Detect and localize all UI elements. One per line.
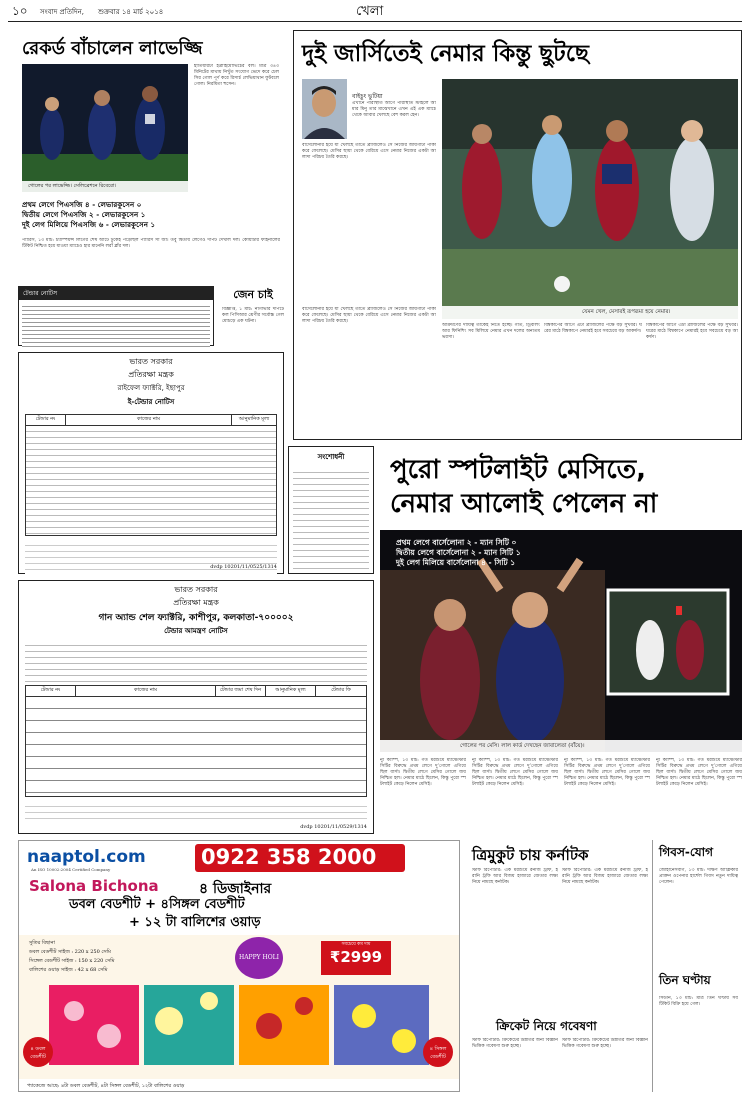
ad-right-badge: ৪ সিঙ্গল বেডশীট — [423, 1037, 453, 1067]
side2-headline: তিন ঘণ্টায় — [659, 973, 711, 987]
ad-feature-2: ডবল বেডশীট সাইজ : 220 x 250 সেমি — [29, 949, 111, 955]
messi-body-2: ন্যু ক্যাম্প, ১৩ মার্চ: গত মরশুমে ম্যাঞ্চেস্টার সিটির বিরুদ্ধে প্রথম লেগে দু’গোলে এগিয়ে ছিল বার্সা। দ্বিতীয় লেগে মেসির গোলে জয় নিশ্চিত হল। নেমার মাঠে ছিলেন, কিন্তু পুরো স্পটলাইট কেড়ে নিলেন মেসিই। — [472, 758, 558, 787]
gov1-table-header — [25, 414, 277, 426]
tender-notice-1 — [18, 286, 214, 346]
gov-tender-rifle-factory — [18, 352, 284, 574]
ad-feature-3: সিঙ্গেল বেডশীট সাইজ : 150 x 220 সেমি — [29, 958, 115, 964]
research-body-1: স্টাফ রিপোর্টার: ক্রিকেটের উন্নতির জন্য বিজ্ঞানভিত্তিক গবেষণা শুরু হচ্ছে। — [472, 1038, 558, 1049]
research-body-2: স্টাফ রিপোর্টার: ক্রিকেটের উন্নতির জন্য বিজ্ঞানভিত্তিক গবেষণা শুরু হচ্ছে। — [562, 1038, 648, 1049]
neymar-photo-caption: যেমন খেল, মেসারই রূপরূম্য হয়ে নেমার। — [442, 306, 738, 319]
ad-price-label: সবচেয়ে কম দাম — [341, 942, 371, 947]
messi-headline-1: পুরো স্পটলাইট মেসিতে, — [390, 455, 647, 485]
wanted-body: বিজ্ঞপ্তি, ১ মার্চ: নাগাভার দাপটে কল পিসিআর শ্রেণীর সর্বোচ্চ গেল মোচড়ে এক ঘটনা। — [222, 307, 284, 324]
gov2-col-fee: টেন্ডার ফি — [331, 687, 351, 693]
ad-header — [19, 841, 460, 875]
gov2-title-1: ভারত সরকার — [174, 585, 218, 594]
story-karnataka — [466, 840, 648, 1092]
paper-name: সংবাদ প্রতিদিন, — [40, 8, 85, 16]
gov2-col-cost: আনুমানিক মূল্য — [266, 686, 316, 696]
psg-body-text: প্যারিস, ১৩ মার্চ: চ্যাম্পিয়ন্স লিগের শেষ আটে ঢুকেই পড়েছিল প্যারিস সাঁ জাঁ। তবু দ্বিতীয় লেগেও দাপট দেখাল দল। কোয়ার্টার ফাইনালের টিকিট নিশ্চিত হয়ে যাওয়া ম্যাচেও হার মানেনি লরাঁ ব্লাঁর দল। — [22, 238, 280, 249]
ad-left-badge: ৪ ডবল বেডশীট — [23, 1037, 53, 1067]
story-neymar-headline: দুই জার্সিতেই নেমার কিন্তু ছুটছে — [302, 41, 589, 67]
neymar-body-3: আক্রমণের দায়িত্ব তাকেই নিতে হচ্ছে। গতি, ড্রিবলিং আর ফিনিশিং সব মিলিয়ে নেমার এখন দলের অন্যতম ভরসা। — [442, 323, 540, 340]
ad-title-band — [19, 875, 460, 935]
psg-players-image — [22, 64, 188, 192]
psg-scoreline — [22, 200, 194, 230]
amendment-body — [293, 467, 369, 571]
gov2-title-3: গান অ্যান্ড শেল ফ্যাক্টরি, কাশীপুর, কলকাতা-৭০০০০২ — [98, 613, 294, 623]
messi-score-3: দুই লেগ মিলিয়ে বার্সেলোনা ৪ - সিটি ১ — [396, 558, 516, 567]
karnataka-body-2: স্টাফ রিপোর্টার: এক মরশুমে রনজি ট্রফি, ইরানি ট্রফি আর বিজয় হাজারে জেতার লক্ষ্য নিয়ে নামছে কর্নাটক। — [562, 868, 648, 885]
research-headline: ক্রিকেট নিয়ে গবেষণা — [496, 1019, 597, 1033]
messi-score-2: দ্বিতীয় লেগে বার্সেলোনা ২ - ম্যান সিটি ১ — [396, 548, 521, 557]
neymar-body-6: বিশ্বকাপের আগে এটা ব্রাজিলের পক্ষে বড় সুখবর। ঘরের মাঠে বিশ্বকাপে নেমারই হবে সবচেয়ে বড় আকর্ষণ। — [646, 323, 738, 340]
amendment-notice — [288, 446, 374, 574]
columnist-photo-image — [302, 79, 347, 139]
tender-notice-1-table — [22, 303, 210, 347]
story-psg-headline: রেকর্ড বাঁচালেন লাভেজ্জি — [22, 38, 203, 59]
neymar-body-2: বার্সেলোনার হয়ে যা খেলছে তাতে ব্রাজিলেও সে নিজের জায়গাটা পাকা করে ফেলেছে। মেসির ছায়া থেকে বেরিয়ে এসে নেমার নিজের একটা আলাদা পরিচয় তৈরি করছে। — [302, 143, 436, 160]
naaptol-ad[interactable] — [18, 840, 460, 1092]
gov1-col-name: কাজের নাম — [66, 415, 232, 425]
gov1-title-1: ভারত সরকার — [129, 357, 173, 366]
gov2-col-name: কাজের নাম — [76, 686, 216, 696]
gov2-ref: dvdp 10201/11/0529/1314 — [300, 824, 367, 830]
gov2-subtitle: টেন্ডার আমন্ত্রণ নোটিস — [164, 627, 228, 635]
messi-body-1: ন্যু ক্যাম্প, ১৩ মার্চ: গত মরশুমে ম্যাঞ্চেস্টার সিটির বিরুদ্ধে প্রথম লেগে দু’গোলে এগিয়ে ছিল বার্সা। দ্বিতীয় লেগে মেসির গোলে জয় নিশ্চিত হল। নেমার মাঠে ছিলেন, কিন্তু পুরো স্পটলাইট কেড়ে নিলেন মেসিই। — [380, 758, 466, 787]
gov1-title-3: রাইফেল ফ্যাক্টরি, ইছাপুর — [117, 384, 185, 392]
messi-photo-caption: গোলের পর মেসি। লাল কার্ড দেখছেন জাবালেতা (বাঁয়ে)। — [380, 740, 742, 752]
ad-holi-badge: HAPPY HOLI — [235, 937, 283, 979]
gov1-table-body — [25, 426, 277, 536]
neymar-body-1: এখানে পরিস্থিতি আগে পরিস্থিতি স্টাইলে আমার মিনু তার মাঝেখানে এখন এই এক ম্যাচে থেকে আবার খেলছে বেশ করল হেন। — [352, 101, 436, 118]
ad-price: ₹2999 — [329, 948, 383, 966]
psg-score-2: দ্বিতীয় লেগে পিএসজি ২ - লেভারকুসেন ১ — [22, 210, 146, 219]
page-number: ১০ — [12, 4, 28, 18]
tender-notice-1-title: টেন্ডার নোটিস — [19, 287, 213, 300]
wanted-title: জেন চাই — [233, 288, 273, 301]
amendment-title: সংশোধনী — [317, 453, 345, 461]
neymar-photo — [442, 79, 738, 319]
messi-score-1: প্রথম লেগে বার্সেলোনা ২ - ম্যান সিটি ০ — [396, 538, 517, 547]
ad-phone[interactable]: 0922 358 2000 — [201, 845, 377, 869]
side-briefs — [652, 840, 742, 1092]
neymar-action-image — [442, 79, 738, 319]
psg-photo — [22, 64, 188, 192]
ad-tagline: An ISO 10002:2004 Certified Company — [31, 867, 111, 872]
ad-headline: ৪ ডিজাইনার — [199, 881, 272, 897]
ad-product: Salona Bichona — [29, 877, 159, 895]
messi-scoreline — [396, 538, 521, 568]
ad-price-box[interactable] — [321, 941, 391, 975]
gov2-table-body — [25, 697, 367, 797]
issue-date: শুক্রবার ১৪ মার্চ ২০১৪ — [98, 8, 164, 16]
story-neymar — [293, 30, 742, 440]
ad-feature-1: সুতির বিছানা — [29, 940, 55, 946]
gov2-title-2: প্রতিরক্ষা মন্ত্রক — [173, 598, 219, 607]
psg-score-3: দুই লেগ মিলিয়ে পিএসজি ৬ - লেভারকুসেন ১ — [22, 220, 156, 229]
psg-intro-text: হাতিয়ারটা ইব্রাহিমোভিচের বল। মাত্র ৩৪৩ মিনিটের মাথায় নিখুঁত সংযোগ ভেদে করে চেলসির গোল পূর্ণ করে রিসার্চ লেভিয়াথান ফুটবলে গোল। নিরমিতা হুসেন। — [194, 64, 279, 87]
story-psg — [8, 28, 283, 283]
gov2-footer-text — [25, 801, 367, 823]
messi-headline-2: নেমার আলোই পেলেন না — [390, 489, 658, 519]
ad-feature-4: বালিশের ওয়াড় সাইজ : 42 x 68 সেমি — [29, 967, 108, 973]
psg-photo-caption: গোলের পর লাভেজ্জি। সেলিব্রেশনে রিবেরো। — [22, 181, 188, 192]
ad-line2: ডবল বেডশীট + ৪সিঙ্গল বেডশীট — [69, 897, 245, 912]
gov2-intro-text — [25, 640, 367, 682]
messi-photo-panel — [380, 530, 742, 752]
masthead-rule — [8, 21, 742, 22]
bhutia-portrait — [302, 79, 347, 139]
masthead — [0, 0, 750, 22]
messi-body-3: ন্যু ক্যাম্প, ১৩ মার্চ: গত মরশুমে ম্যাঞ্চেস্টার সিটির বিরুদ্ধে প্রথম লেগে দু’গোলে এগিয়ে ছিল বার্সা। দ্বিতীয় লেগে মেসির গোলে জয় নিশ্চিত হল। নেমার মাঠে ছিলেন, কিন্তু পুরো স্পটলাইট কেড়ে নিলেন মেসিই। — [564, 758, 650, 787]
gov2-col-date: টেন্ডার জমা শেষ দিন — [216, 686, 266, 696]
bedsheet-photos — [19, 981, 460, 1079]
byline: বাইচুং ভুটিয়া — [352, 93, 383, 100]
side1-headline: গিবস-যোগ — [659, 845, 714, 859]
messi-body-4: ন্যু ক্যাম্প, ১৩ মার্চ: গত মরশুমে ম্যাঞ্চেস্টার সিটির বিরুদ্ধে প্রথম লেগে দু’গোলে এগিয়ে ছিল বার্সা। দ্বিতীয় লেগে মেসির গোলে জয় নিশ্চিত হল। নেমার মাঠে ছিলেন, কিন্তু পুরো স্পটলাইট কেড়ে নিলেন মেসিই। — [656, 758, 742, 787]
side1-body: জোহানেসবার্গ, ১৩ মার্চ: দক্ষিণ আফ্রিকার প্রাক্তন ওপেনার হার্শেল গিবস নতুন দায়িত্ব পেলেন। — [659, 868, 738, 885]
ad-line3: + ১২ টা বালিশের ওয়াড় — [129, 915, 261, 930]
psg-score-1: প্রথম লেগে পিএসজি ৪ - লেভারকুসেন ০ — [22, 200, 142, 209]
side2-body: সিডনি, ১৩ মার্চ: মাত্র তিন ঘণ্টায় সব টিকিট বিক্রি হয়ে গেল। — [659, 996, 738, 1007]
karnataka-headline: ত্রিমুকুট চায় কর্নাটক — [472, 846, 589, 864]
gov1-title-2: প্রতিরক্ষা মন্ত্রক — [128, 370, 174, 379]
ad-brand: naaptol.com — [27, 847, 146, 867]
gov2-col-no: টেন্ডার নং — [26, 686, 76, 696]
gov1-ref: dvdp 10201/11/0525/1314 — [210, 564, 277, 570]
ad-bottom-strip: প্যাকেজে আছে: ৪টা ডবল বেডশীট, ৪টা সিঙ্গল বেডশীট, ১২টা বালিশের ওয়াড় — [19, 1079, 460, 1092]
wanted-notice — [222, 286, 284, 346]
story-messi — [380, 448, 742, 838]
gov1-subtitle: ই-টেন্ডার নোটিস — [127, 398, 175, 406]
karnataka-body-1: স্টাফ রিপোর্টার: এক মরশুমে রনজি ট্রফি, ইরানি ট্রফি আর বিজয় হাজারে জেতার লক্ষ্য নিয়ে নামছে কর্নাটক। — [472, 868, 558, 885]
gov-tender-gun-shell — [18, 580, 374, 834]
gov1-col-val: আনুমানিক মূল্য — [238, 416, 270, 422]
neymar-body-5: বার্সেলোনার হয়ে যা খেলছে তাতে ব্রাজিলেও সে নিজের জায়গাটা পাকা করে ফেলেছে। মেসির ছায়া থেকে বেরিয়ে এসে নেমার নিজের একটা আলাদা পরিচয় তৈরি করছে। — [302, 307, 436, 324]
gov1-col-no: টেন্ডার নং — [26, 415, 66, 425]
ad-features — [29, 939, 229, 975]
section-name: খেলা — [356, 4, 384, 19]
neymar-body-4: বিশ্বকাপের আগে এটা ব্রাজিলের পক্ষে বড় সুখবর। ঘরের মাঠে বিশ্বকাপে নেমারই হবে সবচেয়ে বড় আকর্ষণ। — [544, 323, 642, 334]
gov2-table-header — [25, 685, 367, 697]
